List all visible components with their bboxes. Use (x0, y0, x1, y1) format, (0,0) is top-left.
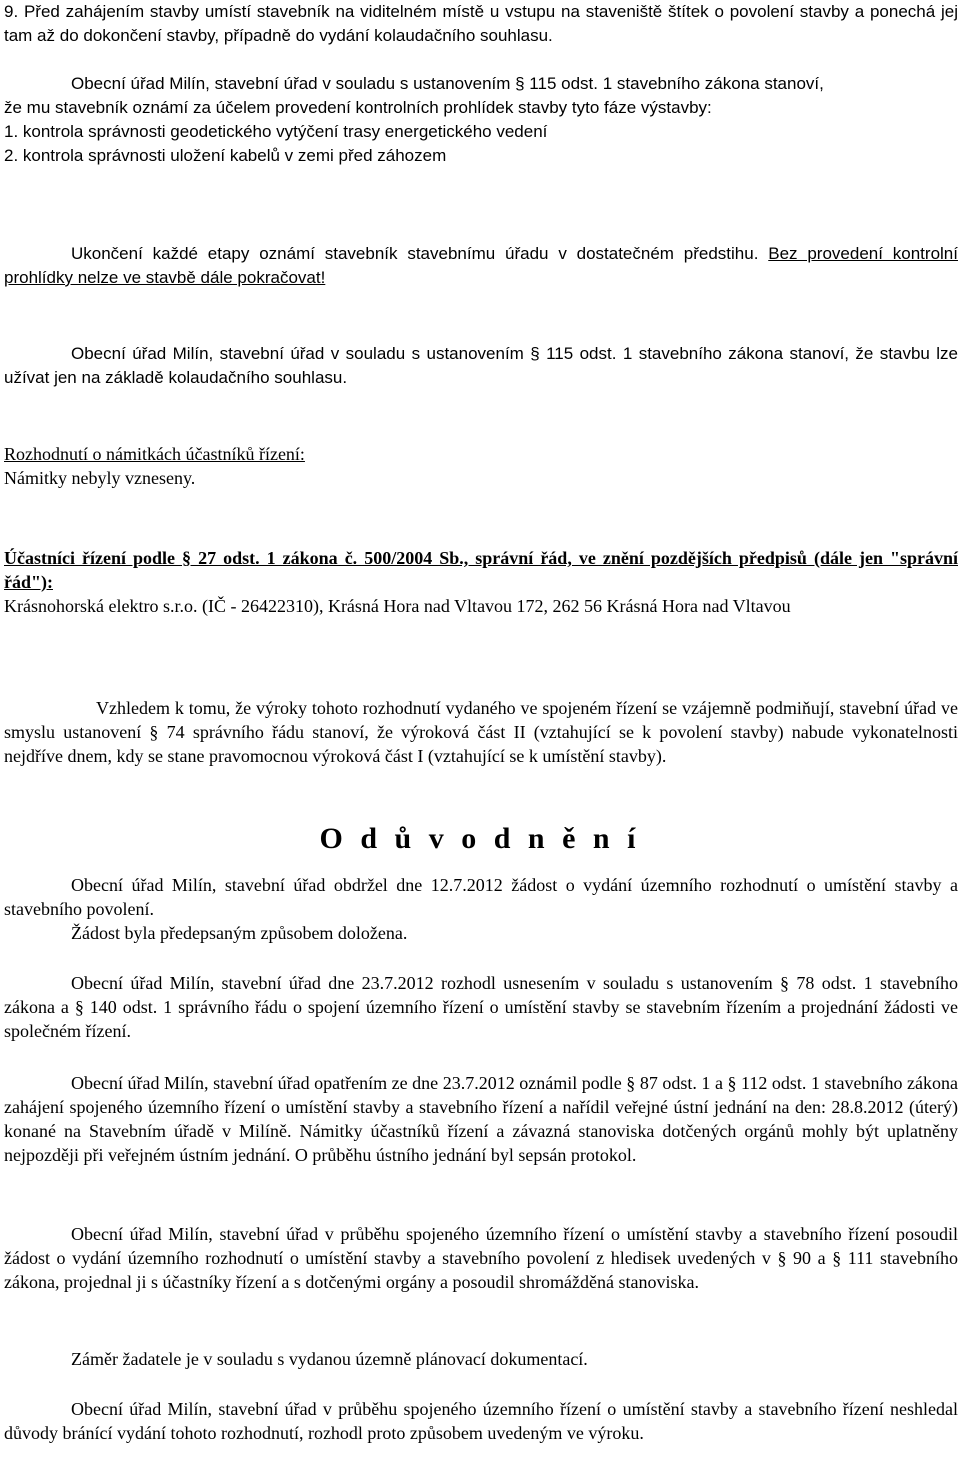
participants-section (4, 546, 958, 618)
objections-text: Námitky nebyly vzneseny. (4, 468, 196, 488)
paragraph-inspection-phases (4, 72, 958, 168)
participants-heading: Účastníci řízení podle § 27 odst. 1 zákona č. 500/2004 Sb., správní řád, ve znění pozdějších předpisů (dále jen "správní řád"): (4, 548, 958, 592)
objections-heading: Rozhodnutí o námitkách účastníků řízení: (4, 444, 305, 464)
reasoning-paragraph-4: Obecní úřad Milín, stavební úřad v průběhu spojeného územního řízení o umístění stavby a stavebního řízení posoudil žádost o vydání územního rozhodnutí o umístění stavby a stavebního povolení z hledisek uvedených v § 90 a § 111 stavebního zákona, projednal ji s účastníky řízení a s dotčenými orgány a posoudil shromážděná stanoviska. (4, 1224, 958, 1292)
inspection-intro-line: Obecní úřad Milín, stavební úřad v souladu s ustanovením § 115 odst. 1 stavebního zákona stanoví, (71, 74, 824, 93)
paragraph-condition-9: 9. Před zahájením stavby umístí stavebník na viditelném místě u vstupu na staveniště štítek o povolení stavby a ponechá jej tam až do dokončení stavby, případně do vydání kolaudačního souhlasu. (4, 2, 958, 45)
reasoning-application: Obecní úřad Milín, stavební úřad obdržel dne 12.7.2012 žádost o vydání územního rozhodnutí o umístění stavby a stavebního povolení. (4, 875, 958, 919)
reasoning-paragraph-3: Obecní úřad Milín, stavební úřad opatřením ze dne 23.7.2012 oznámil podle § 87 odst. 1 a § 112 odst. 1 stavebního zákona zahájení spojeného územního řízení o umístění stavby a stavebního řízení a nařídil veřejné ústní jednání na den: 28.8.2012 (úterý) konané na Stavebním úřadě v Milíně. Námitky účastníků řízení a závazná stanoviska dotčených orgánů mohly být uplatněny nejpozději při veřejném ústním jednání. O průběhu ústního jednání byl sepsán protokol. (4, 1073, 958, 1165)
reasoning-paragraph-1 (4, 873, 958, 945)
reasoning-paragraph-5: Záměr žadatele je v souladu s vydanou územně plánovací dokumentací. (71, 1349, 588, 1369)
paragraph-enforceability: Vzhledem k tomu, že výroky tohoto rozhodnutí vydaného ve spojeném řízení se vzájemně podmiňují, stavební úřad ve smyslu ustanovení § 74 správního řádu stanoví, že výroková část II (vztahující se k povolení stavby) nabude vykonatelnosti nejdříve dnem, kdy se stane pravomocnou výroková část I (vztahující se k umístění stavby). (4, 698, 958, 766)
paragraph-occupancy: Obecní úřad Milín, stavební úřad v souladu s ustanovením § 115 odst. 1 stavebního zákona stanoví, že stavbu lze užívat jen na základě kolaudačního souhlasu. (4, 344, 958, 387)
inspection-phase-2: 2. kontrola správnosti uložení kabelů v zemi před záhozem (4, 146, 447, 165)
reasoning-paragraph-2: Obecní úřad Milín, stavební úřad dne 23.7.2012 rozhodl usnesením v souladu s ustanovením § 78 odst. 1 stavebního zákona a § 140 odst. 1 správního řádu o spojení územního řízení o umístění stavby se stavebním řízením a projednání žádosti ve společném řízení. (4, 973, 958, 1041)
stage-notice-text: Ukončení každé etapy oznámí stavebník stavebnímu úřadu v dostatečném předstihu. (71, 244, 759, 263)
inspection-intro-line-2: že mu stavebník oznámí za účelem provedení kontrolních prohlídek stavby tyto fáze výstavby: (4, 98, 712, 117)
reasoning-documents: Žádost byla předepsaným způsobem doložena. (71, 923, 408, 943)
reasoning-paragraph-6: Obecní úřad Milín, stavební úřad v průběhu spojeného územního řízení o umístění stavby a stavebního řízení neshledal důvody bránící vydání tohoto rozhodnutí, rozhodl proto způsobem uvedeným ve výroku. (4, 1399, 958, 1443)
objections-section (4, 442, 958, 490)
stage-notice-warning: Bez provedení kontrolní prohlídky nelze ve stavbě dále pokračovat! (4, 244, 958, 287)
paragraph-stage-notice (4, 242, 958, 290)
inspection-phase-1: 1. kontrola správnosti geodetického vytýčení trasy energetického vedení (4, 122, 548, 141)
reasoning-title: O d ů v o d n ě n í (319, 822, 641, 855)
participants-text: Krásnohorská elektro s.r.o. (IČ - 26422310), Krásná Hora nad Vltavou 172, 262 56 Krásná Hora nad Vltavou (4, 596, 791, 616)
